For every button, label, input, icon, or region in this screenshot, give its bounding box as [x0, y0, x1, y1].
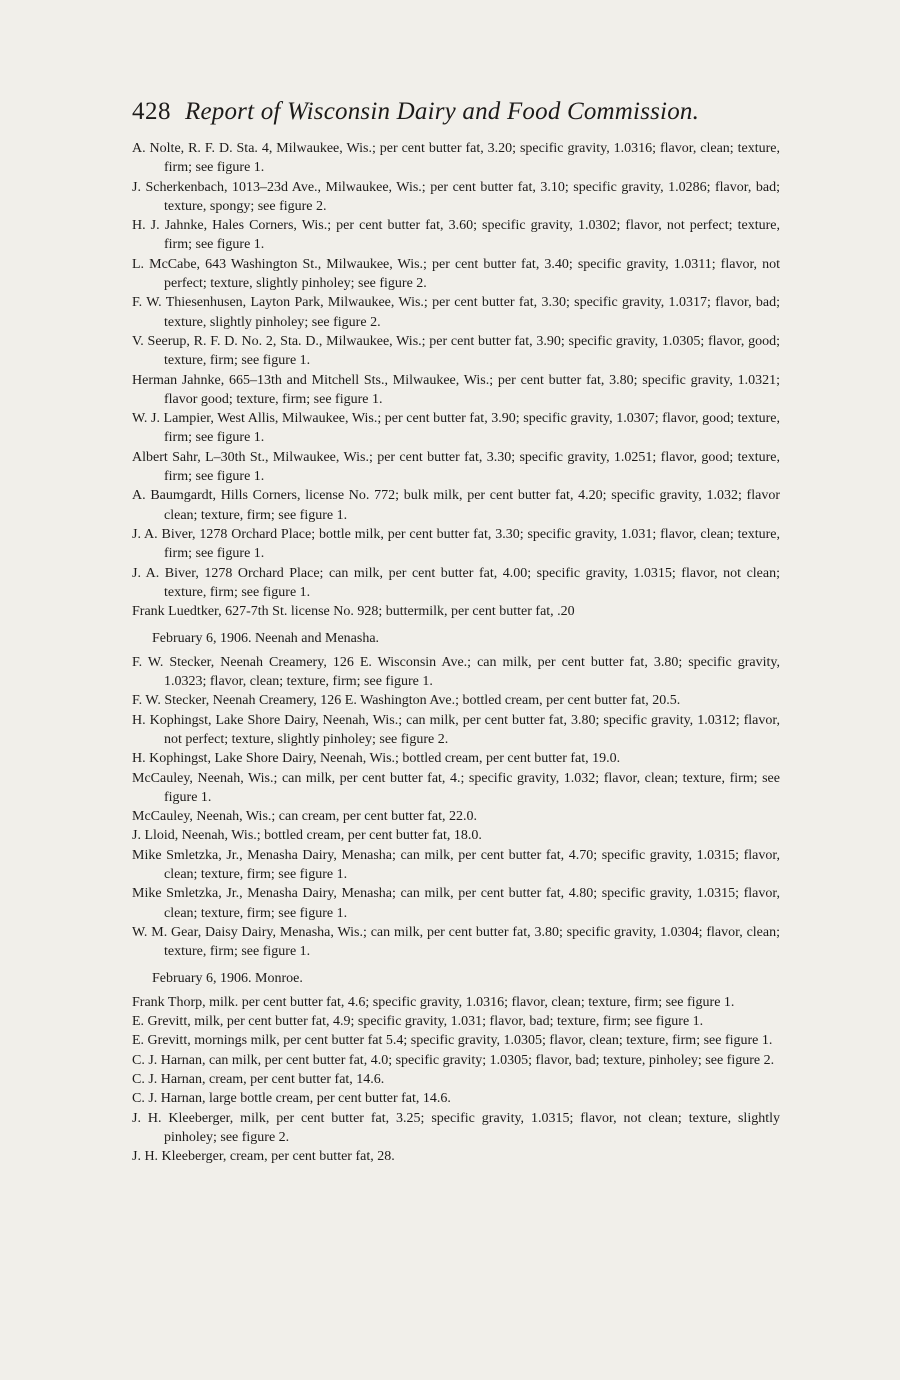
report-entry: Albert Sahr, L–30th St., Milwaukee, Wis.; per cent butter fat, 3.30; specific gravity, 1.0251; flavor, good; texture, firm; see figure 1. — [132, 449, 780, 485]
report-entry: W. M. Gear, Daisy Dairy, Menasha, Wis.; can milk, per cent butter fat, 3.80; specific gravity, 1.0304; flavor, clean; texture, firm; see figure 1. — [132, 924, 780, 960]
page-header — [132, 98, 832, 126]
report-entry: V. Seerup, R. F. D. No. 2, Sta. D., Milwaukee, Wis.; per cent butter fat, 3.90; specific gravity, 1.0305; flavor, good; texture, firm; see figure 1. — [132, 333, 780, 369]
report-entry: Mike Smletzka, Jr., Menasha Dairy, Menasha; can milk, per cent butter fat, 4.80; specific gravity, 1.0315; flavor, clean; texture, firm; see figure 1. — [132, 886, 780, 921]
report-entry: C. J. Harnan, cream, per cent butter fat, 14.6. — [132, 1071, 385, 1087]
report-entry: L. McCabe, 643 Washington St., Milwaukee, Wis.; per cent butter fat, 3.40; specific gravity, 1.0311; flavor, not perfect; texture, slightly pinholey; see figure 2. — [132, 256, 780, 292]
report-entry: A. Nolte, R. F. D. Sta. 4, Milwaukee, Wis.; per cent butter fat, 3.20; specific gravity, 1.0316; flavor, clean; texture, firm; see figure 1. — [132, 141, 780, 176]
report-entry: McCauley, Neenah, Wis.; can cream, per cent butter fat, 22.0. — [132, 809, 478, 825]
report-entry: E. Grevitt, milk, per cent butter fat, 4.9; specific gravity, 1.031; flavor, bad; texture, firm; see figure 1. — [132, 1014, 704, 1030]
report-entry: J. A. Biver, 1278 Orchard Place; bottle milk, per cent butter fat, 3.30; specific gravity, 1.031; flavor, clean; texture, firm; see figure 1. — [132, 526, 780, 562]
report-entry: J. Lloid, Neenah, Wis.; bottled cream, per cent butter fat, 18.0. — [132, 828, 482, 844]
section-dateline: February 6, 1906. Monroe. — [152, 971, 303, 987]
page-number: 428 — [132, 98, 171, 125]
report-entry: J. A. Biver, 1278 Orchard Place; can milk, per cent butter fat, 4.00; specific gravity, 1.0315; flavor, not clean; texture, firm; see figure 1. — [132, 565, 780, 600]
section-dateline: February 6, 1906. Neenah and Menasha. — [152, 631, 380, 647]
report-entry: A. Baumgardt, Hills Corners, license No. 772; bulk milk, per cent butter fat, 4.20; specific gravity, 1.032; flavor clean; texture, firm; see figure 1. — [132, 488, 780, 523]
report-entry: W. J. Lampier, West Allis, Milwaukee, Wis.; per cent butter fat, 3.90; specific gravity, 1.0307; flavor, good; texture, firm; see figure 1. — [132, 411, 780, 446]
report-entry: E. Grevitt, mornings milk, per cent butter fat 5.4; specific gravity, 1.0305; flavor, clean; texture, firm; see figure 1. — [132, 1033, 773, 1049]
report-entry: J. H. Kleeberger, milk, per cent butter fat, 3.25; specific gravity, 1.0315; flavor, not clean; texture, slightly pinholey; see figure 2. — [132, 1110, 780, 1145]
report-entry: Frank Luedtker, 627-7th St. license No. 928; buttermilk, per cent butter fat, .20 — [132, 604, 575, 620]
report-entry: F. W. Stecker, Neenah Creamery, 126 E. Wisconsin Ave.; can milk, per cent butter fat, 3.80; specific gravity, 1.0323; flavor, clean; texture, firm; see figure 1. — [132, 654, 780, 690]
report-entry: McCauley, Neenah, Wis.; can milk, per cent butter fat, 4.; specific gravity, 1.032; flavor, clean; texture, firm; see figure 1. — [132, 770, 780, 805]
report-body — [132, 139, 780, 1166]
report-entry: J. H. Kleeberger, cream, per cent butter fat, 28. — [132, 1149, 395, 1165]
report-entry: F. W. Thiesenhusen, Layton Park, Milwaukee, Wis.; per cent butter fat, 3.30; specific gravity, 1.0317; flavor, bad; texture, slightly pinholey; see figure 2. — [132, 295, 780, 330]
report-entry: H. J. Jahnke, Hales Corners, Wis.; per cent butter fat, 3.60; specific gravity, 1.0302; flavor, not perfect; texture, firm; see figure 1. — [132, 218, 780, 253]
report-entry: F. W. Stecker, Neenah Creamery, 126 E. Washington Ave.; bottled cream, per cent butter fat, 20.5. — [132, 693, 681, 709]
report-entry: J. Scherkenbach, 1013–23d Ave., Milwaukee, Wis.; per cent butter fat, 3.10; specific gravity, 1.0286; flavor, bad; texture, spongy; see figure 2. — [132, 179, 780, 214]
report-entry: C. J. Harnan, large bottle cream, per cent butter fat, 14.6. — [132, 1091, 451, 1107]
report-entry: C. J. Harnan, can milk, per cent butter fat, 4.0; specific gravity; 1.0305; flavor, bad; texture, pinholey; see figure 2. — [132, 1052, 775, 1068]
running-title: Report of Wisconsin Dairy and Food Commission. — [185, 98, 700, 125]
report-entry: Frank Thorp, milk. per cent butter fat, 4.6; specific gravity, 1.0316; flavor, clean; texture, firm; see figure 1. — [132, 994, 735, 1010]
report-entry: Mike Smletzka, Jr., Menasha Dairy, Menasha; can milk, per cent butter fat, 4.70; specific gravity, 1.0315; flavor, clean; texture, firm; see figure 1. — [132, 847, 780, 882]
report-entry: H. Kophingst, Lake Shore Dairy, Neenah, Wis.; can milk, per cent butter fat, 3.80; specific gravity, 1.0312; flavor, not perfect; texture, slightly pinholey; see figure 2. — [132, 712, 780, 747]
report-entry: H. Kophingst, Lake Shore Dairy, Neenah, Wis.; bottled cream, per cent butter fat, 19.0. — [132, 751, 621, 767]
report-entry: Herman Jahnke, 665–13th and Mitchell Sts., Milwaukee, Wis.; per cent butter fat, 3.80; specific gravity, 1.0321; flavor good; texture, firm; see figure 1. — [132, 372, 780, 407]
